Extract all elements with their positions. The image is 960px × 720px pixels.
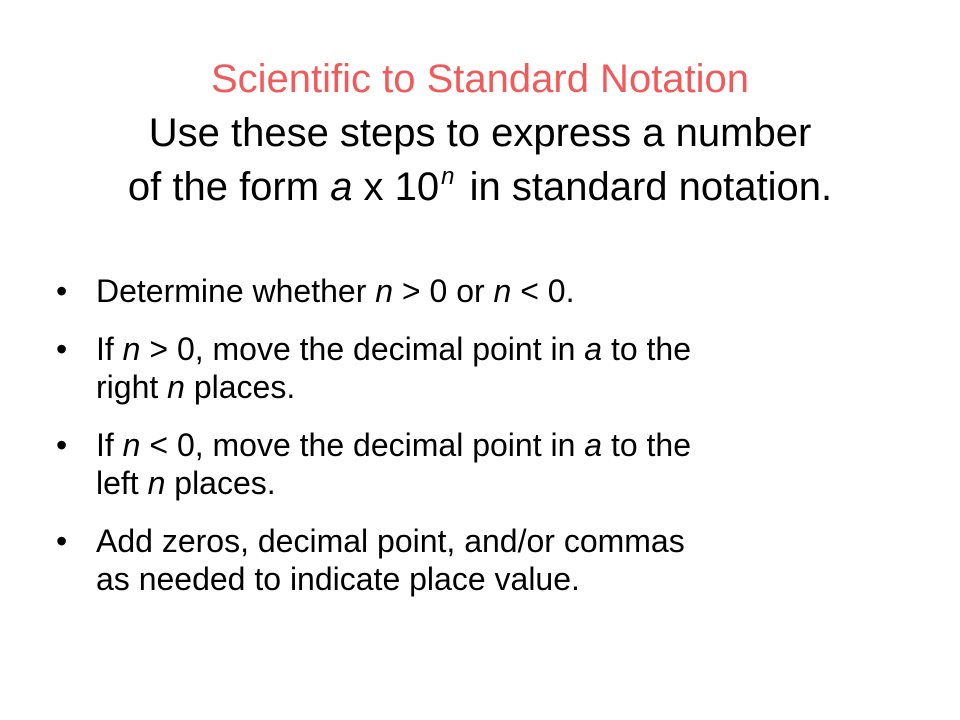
subtitle-text-pre: of the form [127,165,331,209]
bullet-text-line1 [96,330,916,368]
text-segment: > 0 or [393,273,494,309]
variable-n: n [167,369,185,405]
list-item [56,426,916,502]
bullet-icon: • [56,331,68,367]
variable-n: n [493,273,512,309]
text-segment: right [96,369,168,405]
steps-list [56,272,916,618]
bullet-icon: • [56,273,68,309]
text-segment: If [96,331,123,367]
bullet-text-line1 [96,426,916,464]
list-item [56,522,916,598]
variable-a: a [584,427,603,463]
text-segment: > 0, move the decimal point in [140,331,585,367]
title-subtitle-line1: Use these steps to express a number [148,111,812,155]
bullet-icon: • [56,427,68,463]
bullet-icon: • [56,523,68,559]
text-segment: If [96,427,123,463]
variable-a: a [584,331,603,367]
list-item [56,330,916,406]
text-segment: < 0, move the decimal point in [140,427,585,463]
text-segment: to the [602,427,692,463]
bullet-text [96,272,916,310]
subtitle-text-mid: x 10 [352,165,440,209]
bullet-text-line2 [96,464,916,502]
variable-n: n [122,331,141,367]
slide-title [40,52,920,220]
variable-n: n [147,465,166,501]
exponent-n: n [441,163,455,190]
bullet-text-line1: Add zeros, decimal point, and/or commas [96,523,685,559]
title-subtitle-line2 [40,160,920,220]
text-segment: to the [602,331,692,367]
text-segment: left [96,465,148,501]
bullet-text-line2: as needed to indicate place value. [96,561,580,597]
variable-a: a [330,165,353,209]
title-main: Scientific to Standard Notation [210,57,750,101]
variable-n: n [375,273,394,309]
text-segment: < 0. [511,273,575,309]
text-segment: places. [165,465,276,501]
variable-n: n [122,427,141,463]
list-item [56,272,916,310]
text-segment: places. [184,369,296,405]
text-segment: Determine whether [96,273,376,309]
bullet-text-line2 [96,368,916,406]
subtitle-text-post: in standard notation. [458,165,833,209]
